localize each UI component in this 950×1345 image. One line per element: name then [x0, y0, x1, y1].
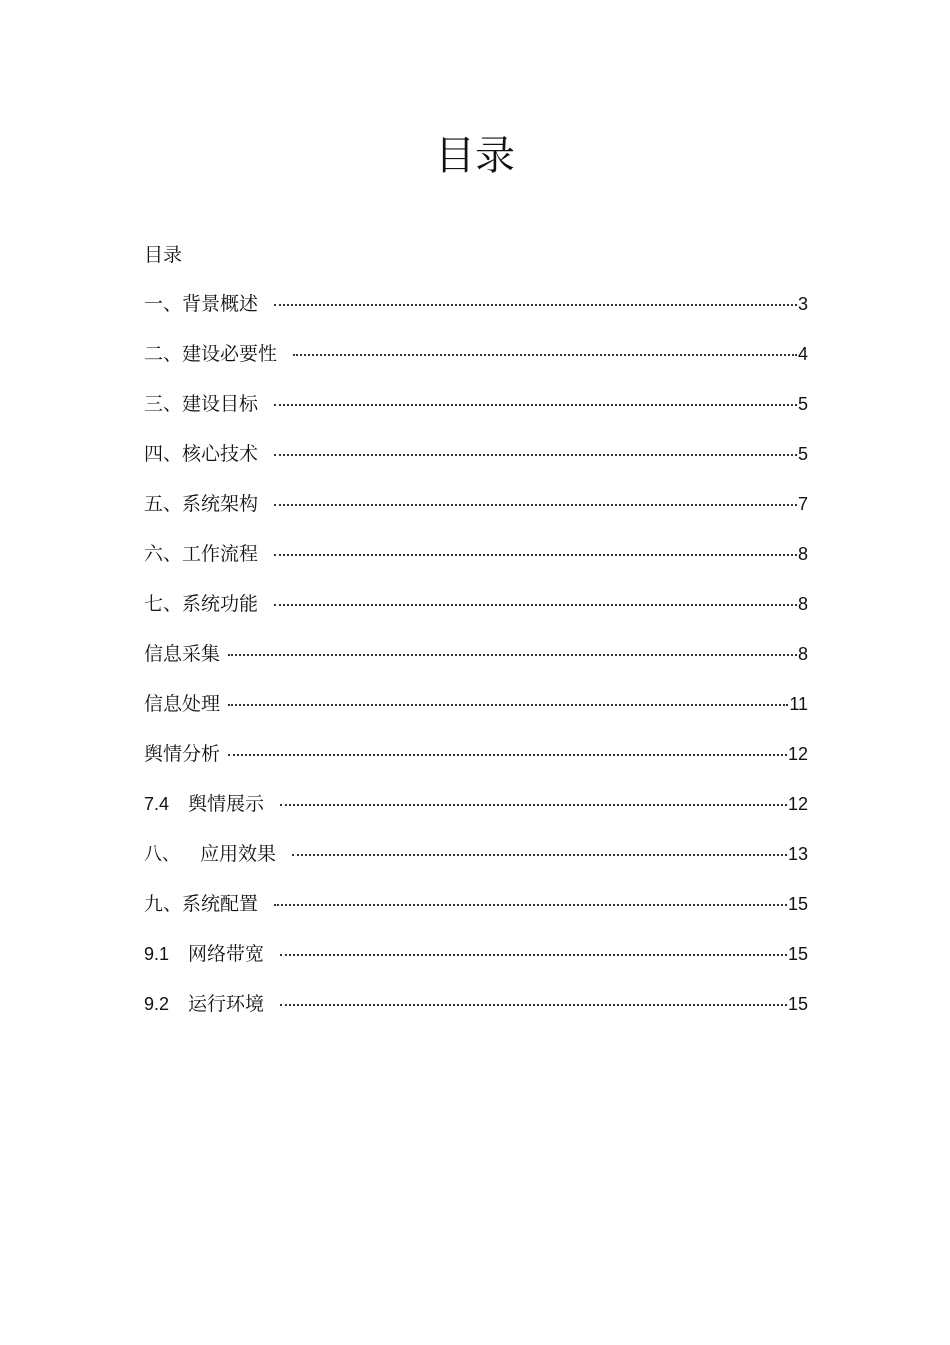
toc-entry-page-number: 5: [797, 444, 808, 464]
toc-entry[interactable]: [144, 391, 808, 441]
toc-entry[interactable]: [144, 541, 808, 591]
toc-entry[interactable]: [144, 791, 808, 841]
page-title: 目录: [435, 133, 515, 179]
toc-dot-leader: [228, 654, 797, 656]
toc-heading: 目录: [144, 244, 183, 266]
toc-entry[interactable]: [144, 641, 808, 691]
toc-entry-number: 八、: [144, 844, 180, 864]
toc-dot-leader: [292, 854, 787, 856]
toc-entry-page-number: 12: [787, 794, 808, 814]
toc-entry[interactable]: [144, 741, 808, 791]
toc-entry-label: 应用效果: [200, 843, 277, 865]
toc-entry-label: 七、系统功能: [144, 593, 259, 615]
toc-dot-leader: [280, 1004, 787, 1006]
toc-dot-leader: [274, 554, 797, 556]
toc-entry[interactable]: [144, 491, 808, 541]
toc-entry-label: 网络带宽: [188, 943, 265, 965]
toc-entry[interactable]: [144, 891, 808, 941]
toc-entry-label: 舆情展示: [188, 793, 265, 815]
toc-entry-page-number: 15: [787, 894, 808, 914]
toc-entry-label: 一、背景概述: [144, 293, 259, 315]
toc-entry-page-number: 8: [797, 544, 808, 564]
toc-entry-page-number: 13: [787, 844, 808, 864]
toc-dot-leader: [274, 504, 797, 506]
toc-dot-leader: [274, 604, 797, 606]
toc-entry-page-number: 7: [797, 494, 808, 514]
toc-entry-label: 舆情分析: [144, 743, 221, 765]
toc-entry-page-number: 4: [797, 344, 808, 364]
toc-entry-page-number: 8: [797, 594, 808, 614]
toc-entry[interactable]: [144, 991, 808, 1041]
toc-entry-page-number: 3: [797, 294, 808, 314]
toc-entry[interactable]: [144, 291, 808, 341]
toc-dot-leader: [228, 754, 787, 756]
toc-dot-leader: [274, 304, 797, 306]
toc-entry[interactable]: [144, 941, 808, 991]
toc-entry[interactable]: [144, 591, 808, 641]
toc-entry[interactable]: [144, 441, 808, 491]
toc-entry-label: 三、建设目标: [144, 393, 259, 415]
toc-entry[interactable]: [144, 691, 808, 741]
toc-entry-page-number: 15: [787, 944, 808, 964]
toc-entry-label: 运行环境: [188, 993, 265, 1015]
table-of-contents: [144, 291, 808, 1041]
toc-dot-leader: [293, 354, 797, 356]
toc-dot-leader: [228, 704, 788, 706]
toc-entry[interactable]: [144, 841, 808, 891]
toc-dot-leader: [274, 404, 797, 406]
toc-entry-label: 信息采集: [144, 643, 221, 665]
toc-entry-number: 7.4: [144, 794, 170, 814]
toc-entry-page-number: 5: [797, 394, 808, 414]
toc-entry-label: 六、工作流程: [144, 543, 259, 565]
toc-entry-label: 五、系统架构: [144, 493, 259, 515]
toc-entry-page-number: 8: [797, 644, 808, 664]
toc-entry-page-number: 15: [787, 994, 808, 1014]
toc-entry-label: 九、系统配置: [144, 893, 259, 915]
toc-entry-page-number: 11: [789, 694, 808, 714]
toc-dot-leader: [280, 954, 787, 956]
toc-dot-leader: [274, 904, 787, 906]
toc-dot-leader: [274, 454, 797, 456]
toc-entry[interactable]: [144, 341, 808, 391]
toc-entry-label: 四、核心技术: [144, 443, 259, 465]
toc-entry-number: 9.1: [144, 944, 170, 964]
toc-entry-page-number: 12: [787, 744, 808, 764]
toc-entry-label: 二、建设必要性: [144, 343, 278, 365]
toc-entry-number: 9.2: [144, 994, 170, 1014]
toc-entry-label: 信息处理: [144, 693, 221, 715]
toc-dot-leader: [280, 804, 787, 806]
